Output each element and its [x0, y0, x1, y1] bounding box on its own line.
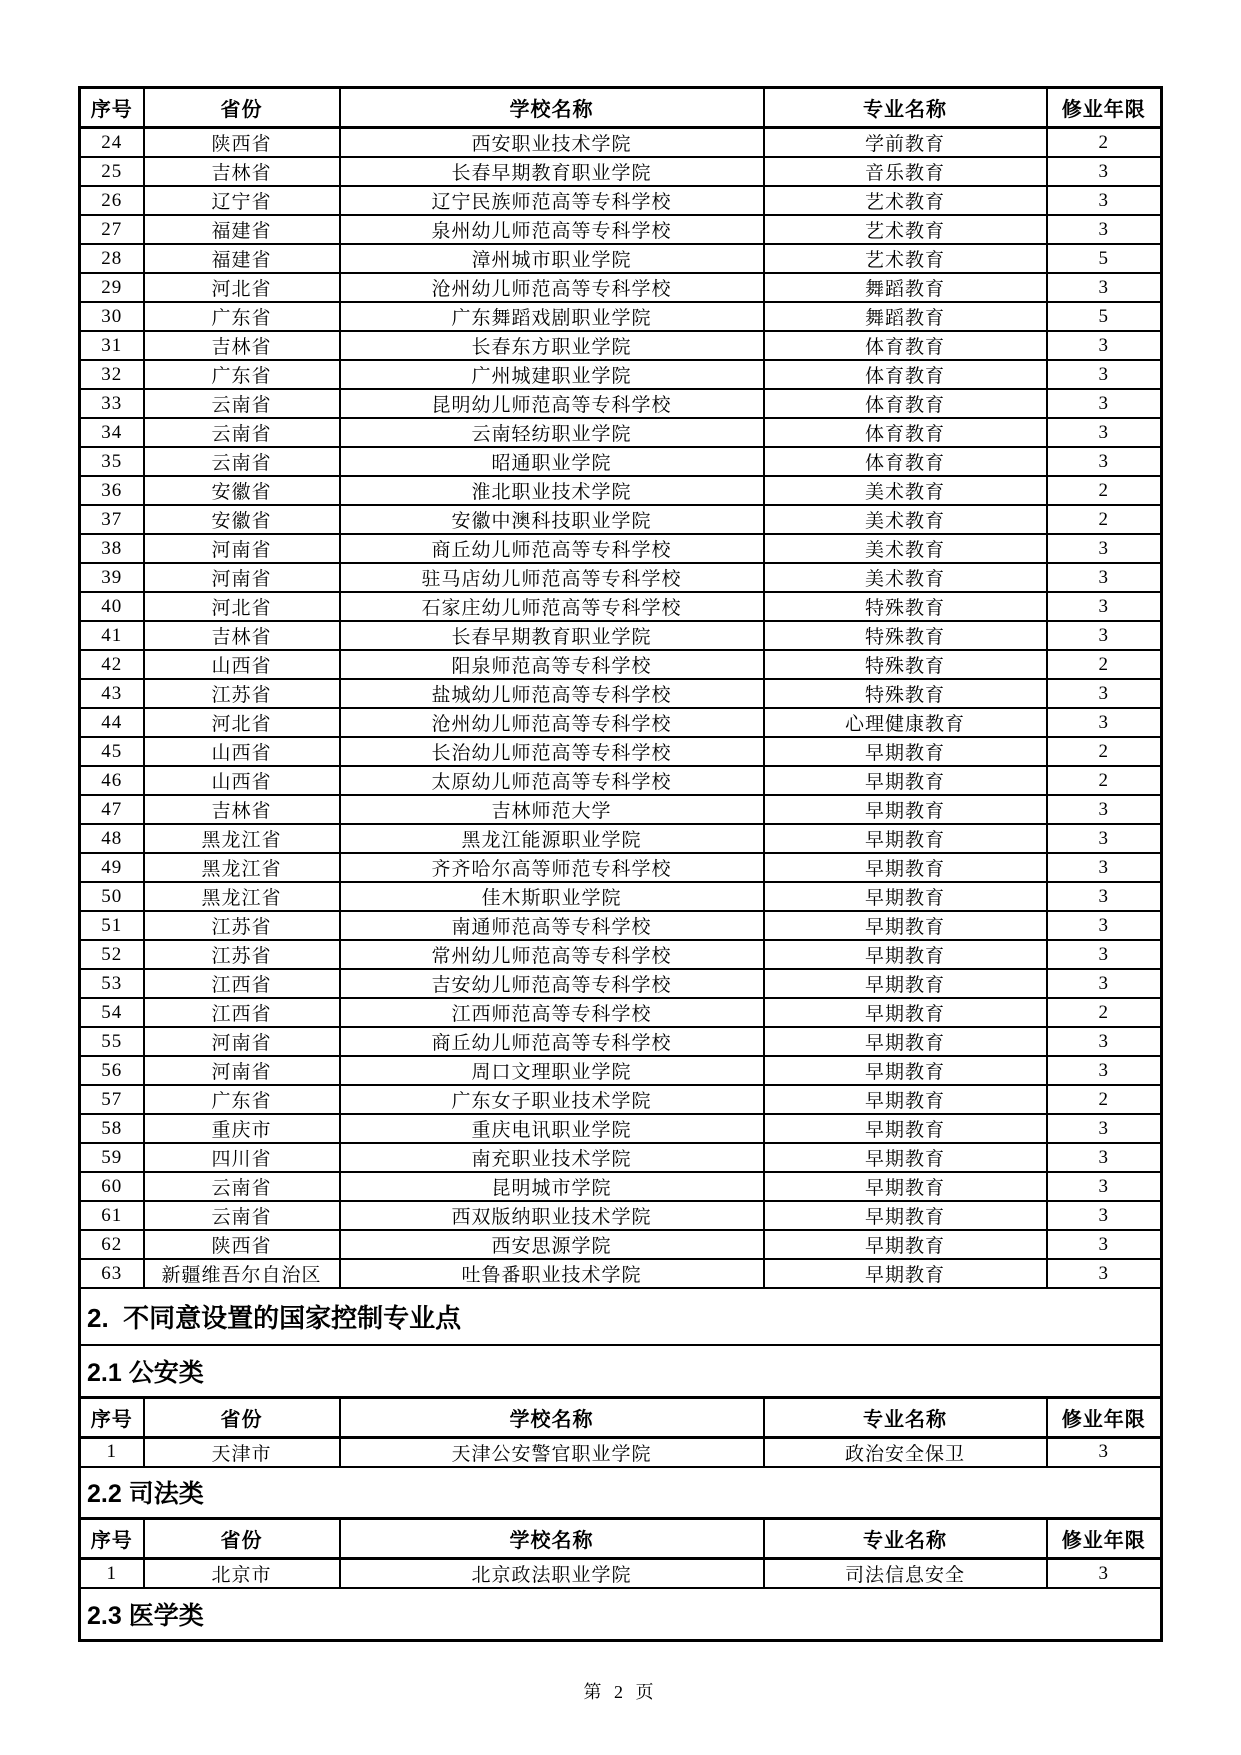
- table-row: [80, 1056, 1162, 1085]
- cell-school: 齐齐哈尔高等师范专科学校: [340, 853, 764, 882]
- cell-province: 河南省: [144, 534, 340, 563]
- table-header-row: [80, 88, 1162, 128]
- table-row: [80, 650, 1162, 679]
- column-header-province: 省份: [144, 88, 340, 128]
- cell-major: 心理健康教育: [764, 708, 1047, 737]
- cell-years: 3: [1047, 592, 1162, 621]
- cell-province: 河北省: [144, 273, 340, 302]
- cell-major: 美术教育: [764, 476, 1047, 505]
- table-row: [80, 418, 1162, 447]
- cell-school: 长治幼儿师范高等专科学校: [340, 737, 764, 766]
- cell-province: 北京市: [144, 1559, 340, 1589]
- cell-years: 2: [1047, 128, 1162, 158]
- cell-school: 昆明城市学院: [340, 1172, 764, 1201]
- cell-school: 广东舞蹈戏剧职业学院: [340, 302, 764, 331]
- table-row: [80, 969, 1162, 998]
- cell-major: 体育教育: [764, 360, 1047, 389]
- table-row: [80, 505, 1162, 534]
- cell-index: 56: [80, 1056, 144, 1085]
- cell-years: 3: [1047, 1259, 1162, 1288]
- table-row: [80, 389, 1162, 418]
- table-row: [80, 1559, 1162, 1589]
- cell-index: 52: [80, 940, 144, 969]
- cell-years: 2: [1047, 1085, 1162, 1114]
- cell-years: 3: [1047, 1114, 1162, 1143]
- cell-index: 57: [80, 1085, 144, 1114]
- cell-years: 3: [1047, 940, 1162, 969]
- cell-years: 2: [1047, 505, 1162, 534]
- table-row: [80, 621, 1162, 650]
- cell-index: 25: [80, 157, 144, 186]
- cell-province: 广东省: [144, 302, 340, 331]
- column-header-major: 专业名称: [764, 88, 1047, 128]
- cell-province: 安徽省: [144, 476, 340, 505]
- cell-school: 太原幼儿师范高等专科学校: [340, 766, 764, 795]
- cell-index: 59: [80, 1143, 144, 1172]
- cell-school: 辽宁民族师范高等专科学校: [340, 186, 764, 215]
- cell-major: 早期教育: [764, 882, 1047, 911]
- subsection-1-heading-label: 2.1 公安类: [80, 1345, 1162, 1397]
- cell-years: 5: [1047, 302, 1162, 331]
- cell-years: 2: [1047, 998, 1162, 1027]
- cell-major: 早期教育: [764, 1114, 1047, 1143]
- subsection-1-heading: [80, 1345, 1162, 1397]
- cell-province: 山西省: [144, 766, 340, 795]
- cell-school: 昭通职业学院: [340, 447, 764, 476]
- table-row: [80, 940, 1162, 969]
- cell-index: 41: [80, 621, 144, 650]
- column-header-years: 修业年限: [1047, 88, 1162, 128]
- cell-province: 陕西省: [144, 1230, 340, 1259]
- cell-province: 广东省: [144, 360, 340, 389]
- table-row: [80, 186, 1162, 215]
- cell-years: 3: [1047, 795, 1162, 824]
- table-row: [80, 824, 1162, 853]
- cell-province: 江苏省: [144, 940, 340, 969]
- cell-school: 黑龙江能源职业学院: [340, 824, 764, 853]
- table-row: [80, 853, 1162, 882]
- column-header-years: 修业年限: [1047, 1397, 1162, 1437]
- table-row: [80, 708, 1162, 737]
- cell-major: 舞蹈教育: [764, 273, 1047, 302]
- section-2-heading: [80, 1288, 1162, 1345]
- cell-province: 黑龙江省: [144, 853, 340, 882]
- cell-major: 早期教育: [764, 1201, 1047, 1230]
- table-header-row: [80, 1519, 1162, 1559]
- cell-province: 山西省: [144, 737, 340, 766]
- cell-years: 3: [1047, 331, 1162, 360]
- table-row: [80, 882, 1162, 911]
- cell-years: 3: [1047, 911, 1162, 940]
- cell-years: 3: [1047, 534, 1162, 563]
- cell-years: 3: [1047, 447, 1162, 476]
- cell-years: 3: [1047, 621, 1162, 650]
- table-row: [80, 679, 1162, 708]
- table-row: [80, 998, 1162, 1027]
- cell-index: 34: [80, 418, 144, 447]
- cell-school: 江西师范高等专科学校: [340, 998, 764, 1027]
- column-header-school: 学校名称: [340, 1519, 764, 1559]
- cell-major: 早期教育: [764, 969, 1047, 998]
- column-header-province: 省份: [144, 1519, 340, 1559]
- table-row: [80, 1230, 1162, 1259]
- cell-province: 河北省: [144, 708, 340, 737]
- column-header-school: 学校名称: [340, 1397, 764, 1437]
- cell-school: 南通师范高等专科学校: [340, 911, 764, 940]
- subsection-3-heading-label: 2.3 医学类: [80, 1588, 1162, 1640]
- cell-province: 重庆市: [144, 1114, 340, 1143]
- cell-school: 沧州幼儿师范高等专科学校: [340, 708, 764, 737]
- cell-school: 西双版纳职业技术学院: [340, 1201, 764, 1230]
- column-header-index: 序号: [80, 1519, 144, 1559]
- table-row: [80, 1259, 1162, 1288]
- cell-province: 陕西省: [144, 128, 340, 158]
- cell-years: 3: [1047, 1201, 1162, 1230]
- cell-index: 61: [80, 1201, 144, 1230]
- cell-years: 3: [1047, 708, 1162, 737]
- cell-school: 漳州城市职业学院: [340, 244, 764, 273]
- column-header-school: 学校名称: [340, 88, 764, 128]
- table-row: [80, 1437, 1162, 1467]
- cell-index: 53: [80, 969, 144, 998]
- cell-school: 广东女子职业技术学院: [340, 1085, 764, 1114]
- cell-years: 5: [1047, 244, 1162, 273]
- cell-index: 44: [80, 708, 144, 737]
- cell-province: 黑龙江省: [144, 824, 340, 853]
- cell-index: 58: [80, 1114, 144, 1143]
- cell-major: 特殊教育: [764, 592, 1047, 621]
- cell-school: 商丘幼儿师范高等专科学校: [340, 534, 764, 563]
- cell-major: 体育教育: [764, 389, 1047, 418]
- cell-school: 常州幼儿师范高等专科学校: [340, 940, 764, 969]
- section-2-heading-label: 2. 不同意设置的国家控制专业点: [80, 1288, 1162, 1345]
- table-row: [80, 911, 1162, 940]
- table-row: [80, 1114, 1162, 1143]
- page-number: 第 2 页: [583, 1682, 658, 1702]
- column-header-province: 省份: [144, 1397, 340, 1437]
- cell-school: 西安思源学院: [340, 1230, 764, 1259]
- cell-index: 60: [80, 1172, 144, 1201]
- cell-province: 河南省: [144, 563, 340, 592]
- cell-school: 佳木斯职业学院: [340, 882, 764, 911]
- table-row: [80, 563, 1162, 592]
- cell-index: 49: [80, 853, 144, 882]
- cell-major: 特殊教育: [764, 679, 1047, 708]
- cell-province: 福建省: [144, 244, 340, 273]
- cell-index: 38: [80, 534, 144, 563]
- cell-index: 43: [80, 679, 144, 708]
- subsection-3-heading: [80, 1588, 1162, 1640]
- cell-province: 河北省: [144, 592, 340, 621]
- cell-major: 早期教育: [764, 853, 1047, 882]
- cell-index: 36: [80, 476, 144, 505]
- table-row: [80, 795, 1162, 824]
- cell-major: 美术教育: [764, 563, 1047, 592]
- cell-major: 音乐教育: [764, 157, 1047, 186]
- cell-province: 辽宁省: [144, 186, 340, 215]
- cell-index: 40: [80, 592, 144, 621]
- cell-school: 商丘幼儿师范高等专科学校: [340, 1027, 764, 1056]
- cell-province: 吉林省: [144, 795, 340, 824]
- cell-major: 司法信息安全: [764, 1559, 1047, 1589]
- cell-index: 62: [80, 1230, 144, 1259]
- table-row: [80, 766, 1162, 795]
- cell-major: 美术教育: [764, 505, 1047, 534]
- cell-years: 3: [1047, 1056, 1162, 1085]
- table-row: [80, 447, 1162, 476]
- cell-index: 27: [80, 215, 144, 244]
- cell-province: 河南省: [144, 1056, 340, 1085]
- column-header-index: 序号: [80, 1397, 144, 1437]
- cell-school: 石家庄幼儿师范高等专科学校: [340, 592, 764, 621]
- cell-years: 3: [1047, 1172, 1162, 1201]
- table-row: [80, 331, 1162, 360]
- table-row: [80, 273, 1162, 302]
- cell-school: 长春东方职业学院: [340, 331, 764, 360]
- cell-major: 早期教育: [764, 1230, 1047, 1259]
- cell-school: 天津公安警官职业学院: [340, 1437, 764, 1467]
- table-row: [80, 1201, 1162, 1230]
- cell-school: 吉安幼儿师范高等专科学校: [340, 969, 764, 998]
- cell-index: 24: [80, 128, 144, 158]
- cell-school: 南充职业技术学院: [340, 1143, 764, 1172]
- cell-index: 39: [80, 563, 144, 592]
- cell-years: 3: [1047, 824, 1162, 853]
- cell-major: 早期教育: [764, 911, 1047, 940]
- cell-index: 1: [80, 1559, 144, 1589]
- cell-major: 早期教育: [764, 1085, 1047, 1114]
- subsection-2-heading: [80, 1467, 1162, 1519]
- cell-school: 阳泉师范高等专科学校: [340, 650, 764, 679]
- cell-province: 江西省: [144, 969, 340, 998]
- table-row: [80, 244, 1162, 273]
- table-row: [80, 128, 1162, 158]
- cell-index: 28: [80, 244, 144, 273]
- cell-major: 艺术教育: [764, 215, 1047, 244]
- cell-major: 早期教育: [764, 998, 1047, 1027]
- cell-years: 3: [1047, 1559, 1162, 1589]
- table-row: [80, 737, 1162, 766]
- table-row: [80, 592, 1162, 621]
- cell-major: 早期教育: [764, 1172, 1047, 1201]
- cell-major: 早期教育: [764, 766, 1047, 795]
- cell-years: 2: [1047, 737, 1162, 766]
- cell-school: 云南轻纺职业学院: [340, 418, 764, 447]
- cell-years: 3: [1047, 273, 1162, 302]
- cell-index: 1: [80, 1437, 144, 1467]
- cell-years: 3: [1047, 1027, 1162, 1056]
- table-row: [80, 1027, 1162, 1056]
- cell-school: 周口文理职业学院: [340, 1056, 764, 1085]
- cell-index: 31: [80, 331, 144, 360]
- cell-major: 早期教育: [764, 940, 1047, 969]
- column-header-major: 专业名称: [764, 1519, 1047, 1559]
- cell-major: 早期教育: [764, 737, 1047, 766]
- cell-school: 驻马店幼儿师范高等专科学校: [340, 563, 764, 592]
- cell-years: 3: [1047, 1437, 1162, 1467]
- cell-years: 3: [1047, 157, 1162, 186]
- cell-index: 48: [80, 824, 144, 853]
- cell-school: 长春早期教育职业学院: [340, 157, 764, 186]
- table-row: [80, 1143, 1162, 1172]
- cell-major: 特殊教育: [764, 650, 1047, 679]
- cell-index: 54: [80, 998, 144, 1027]
- cell-years: 3: [1047, 215, 1162, 244]
- column-header-years: 修业年限: [1047, 1519, 1162, 1559]
- cell-index: 26: [80, 186, 144, 215]
- cell-school: 昆明幼儿师范高等专科学校: [340, 389, 764, 418]
- table-row: [80, 1172, 1162, 1201]
- table-row: [80, 157, 1162, 186]
- cell-province: 江苏省: [144, 911, 340, 940]
- cell-major: 体育教育: [764, 447, 1047, 476]
- cell-index: 37: [80, 505, 144, 534]
- cell-school: 西安职业技术学院: [340, 128, 764, 158]
- cell-index: 33: [80, 389, 144, 418]
- table-row: [80, 534, 1162, 563]
- cell-school: 安徽中澳科技职业学院: [340, 505, 764, 534]
- cell-province: 江西省: [144, 998, 340, 1027]
- cell-years: 3: [1047, 1230, 1162, 1259]
- cell-years: 3: [1047, 1143, 1162, 1172]
- cell-province: 新疆维吾尔自治区: [144, 1259, 340, 1288]
- cell-province: 安徽省: [144, 505, 340, 534]
- cell-index: 55: [80, 1027, 144, 1056]
- cell-school: 广州城建职业学院: [340, 360, 764, 389]
- cell-major: 体育教育: [764, 331, 1047, 360]
- cell-index: 32: [80, 360, 144, 389]
- cell-index: 50: [80, 882, 144, 911]
- column-header-major: 专业名称: [764, 1397, 1047, 1437]
- column-header-index: 序号: [80, 88, 144, 128]
- cell-years: 2: [1047, 476, 1162, 505]
- cell-major: 艺术教育: [764, 186, 1047, 215]
- cell-major: 美术教育: [764, 534, 1047, 563]
- table-row: [80, 302, 1162, 331]
- cell-school: 吉林师范大学: [340, 795, 764, 824]
- cell-major: 早期教育: [764, 795, 1047, 824]
- cell-province: 云南省: [144, 389, 340, 418]
- cell-index: 46: [80, 766, 144, 795]
- cell-school: 长春早期教育职业学院: [340, 621, 764, 650]
- cell-major: 体育教育: [764, 418, 1047, 447]
- cell-major: 早期教育: [764, 1027, 1047, 1056]
- cell-school: 盐城幼儿师范高等专科学校: [340, 679, 764, 708]
- cell-major: 早期教育: [764, 1056, 1047, 1085]
- cell-years: 2: [1047, 766, 1162, 795]
- cell-years: 3: [1047, 389, 1162, 418]
- cell-major: 早期教育: [764, 1259, 1047, 1288]
- subsection-2-heading-label: 2.2 司法类: [80, 1467, 1162, 1519]
- cell-index: 29: [80, 273, 144, 302]
- cell-province: 吉林省: [144, 331, 340, 360]
- cell-major: 政治安全保卫: [764, 1437, 1047, 1467]
- cell-school: 北京政法职业学院: [340, 1559, 764, 1589]
- cell-major: 舞蹈教育: [764, 302, 1047, 331]
- cell-index: 45: [80, 737, 144, 766]
- cell-years: 3: [1047, 418, 1162, 447]
- cell-index: 51: [80, 911, 144, 940]
- cell-province: 云南省: [144, 447, 340, 476]
- cell-index: 47: [80, 795, 144, 824]
- cell-years: 3: [1047, 969, 1162, 998]
- cell-province: 福建省: [144, 215, 340, 244]
- cell-major: 学前教育: [764, 128, 1047, 158]
- cell-years: 3: [1047, 360, 1162, 389]
- cell-school: 重庆电讯职业学院: [340, 1114, 764, 1143]
- cell-index: 30: [80, 302, 144, 331]
- cell-school: 泉州幼儿师范高等专科学校: [340, 215, 764, 244]
- cell-major: 早期教育: [764, 1143, 1047, 1172]
- cell-years: 3: [1047, 679, 1162, 708]
- cell-school: 沧州幼儿师范高等专科学校: [340, 273, 764, 302]
- cell-province: 江苏省: [144, 679, 340, 708]
- cell-major: 早期教育: [764, 824, 1047, 853]
- cell-province: 广东省: [144, 1085, 340, 1114]
- cell-province: 吉林省: [144, 157, 340, 186]
- cell-province: 吉林省: [144, 621, 340, 650]
- cell-years: 3: [1047, 186, 1162, 215]
- table-row: [80, 360, 1162, 389]
- cell-province: 天津市: [144, 1437, 340, 1467]
- cell-province: 四川省: [144, 1143, 340, 1172]
- cell-index: 35: [80, 447, 144, 476]
- cell-province: 山西省: [144, 650, 340, 679]
- cell-index: 42: [80, 650, 144, 679]
- table-row: [80, 1085, 1162, 1114]
- cell-index: 63: [80, 1259, 144, 1288]
- cell-province: 云南省: [144, 418, 340, 447]
- table-row: [80, 215, 1162, 244]
- cell-province: 黑龙江省: [144, 882, 340, 911]
- cell-school: 淮北职业技术学院: [340, 476, 764, 505]
- cell-major: 艺术教育: [764, 244, 1047, 273]
- cell-years: 2: [1047, 650, 1162, 679]
- cell-school: 吐鲁番职业技术学院: [340, 1259, 764, 1288]
- table-header-row: [80, 1397, 1162, 1437]
- cell-province: 河南省: [144, 1027, 340, 1056]
- majors-table: [78, 86, 1163, 1642]
- cell-years: 3: [1047, 563, 1162, 592]
- cell-province: 云南省: [144, 1201, 340, 1230]
- cell-years: 3: [1047, 882, 1162, 911]
- table-row: [80, 476, 1162, 505]
- cell-province: 云南省: [144, 1172, 340, 1201]
- cell-years: 3: [1047, 853, 1162, 882]
- cell-major: 特殊教育: [764, 621, 1047, 650]
